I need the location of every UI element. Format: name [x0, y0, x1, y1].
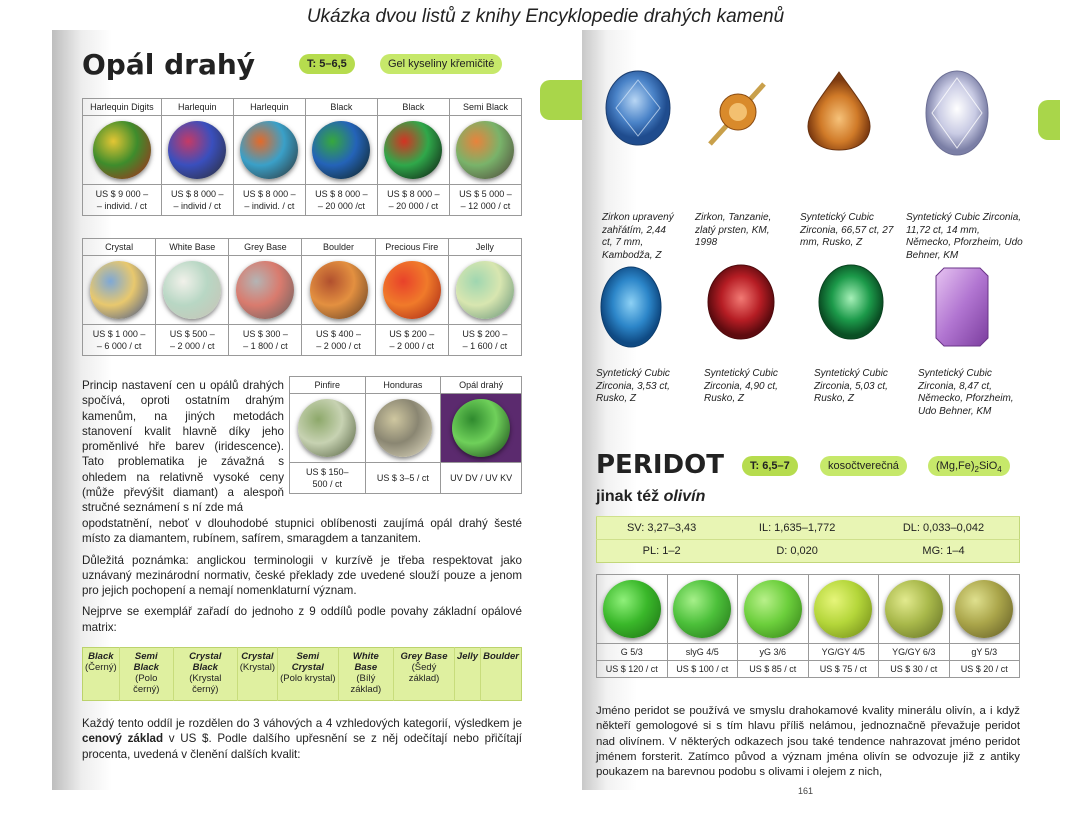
opal-matrix-intro: Nejprve se exemplář zařadí do jednoho z 9 oddílů podle povahy základní opálové matrix:	[82, 605, 522, 634]
opal-matrix-table	[82, 647, 522, 701]
gem-caption-4: Syntetický Cubic Zirconia, 11,72 ct, 14 mm, Německo, Pforzheim, Udo Behner, KM	[906, 212, 1023, 261]
opal-type-image-cell	[375, 256, 448, 325]
opal-type-price: US $ 500 – – 2 000 / ct	[156, 325, 229, 356]
opal-body-text	[82, 516, 522, 641]
opal-type-header: Harlequin	[233, 99, 305, 116]
gem-caption-6: Syntetický Cubic Zirconia, 4,90 ct, Rusko, Z	[704, 368, 778, 404]
page-caption: Ukázka dvou listů z knihy Encyklopedie drahých kamenů	[306, 6, 785, 27]
prop-sv: SV: 3,27–3,43	[597, 517, 727, 540]
peridot-sphere	[885, 580, 943, 638]
peridot-grade: gY 5/3	[949, 644, 1020, 661]
opal-title: Opál drahý	[82, 48, 256, 81]
opal-type-price: US $ 8 000 – – individ. / ct	[233, 185, 305, 216]
peridot-paragraph: Jméno peridot se používá ve smyslu drahokamové kvality minerálu olivín, a i když někteří gemologové si s tím hlavu příliš nelámou, jednoznačně převažuje peridot nad olivínem. V některých odkazech jsou také tendence nahrazovat jméno peridot jménem forsterit. Zatímco původ a význam jména olivín se odvozuje již z antiky poukazem na barevnou podobu s olivami i olejem z nich,	[596, 705, 1020, 779]
cubic-zirconia-lilac-radiant	[934, 266, 990, 348]
gem-caption-1: Zirkon upravený zahřátím, 2,44 ct, 7 mm, Kambodža, Z	[602, 212, 674, 261]
matrix-name: Black	[88, 651, 114, 662]
gem-caption-3: Syntetický Cubic Zirconia, 66,57 ct, 27 mm, Rusko, Z	[800, 212, 894, 248]
peridot-grade-image-cell	[738, 575, 809, 644]
opal-type-sphere	[236, 261, 294, 319]
opal-type-price: US $ 1 000 – – 6 000 / ct	[83, 325, 156, 356]
opal-type-price: US $ 150– 500 / ct	[290, 463, 366, 494]
opal-type-image-cell	[365, 394, 441, 463]
opal-type-price: US $ 3–5 / ct	[365, 463, 441, 494]
opal-type-sphere	[90, 261, 148, 319]
opal-type-sphere	[312, 121, 370, 179]
peridot-grade: yG 3/6	[738, 644, 809, 661]
page-number: 161	[798, 786, 814, 796]
zircon-gold-ring	[702, 74, 772, 150]
opal-type-price: US $ 8 000 – – individ / ct	[161, 185, 233, 216]
opal-base-price-paragraph	[82, 716, 522, 762]
matrix-translation: (Černý)	[85, 662, 117, 673]
opal-type-price: US $ 200 – – 2 000 / ct	[375, 325, 448, 356]
peridot-grade-image-cell	[949, 575, 1020, 644]
opal-price-table-2	[82, 238, 522, 356]
matrix-category	[481, 648, 522, 701]
opal-type-image-cell	[305, 116, 377, 185]
peridot-formula-badge	[928, 456, 1010, 476]
peridot-price: US $ 100 / ct	[667, 661, 738, 678]
opal-type-sphere	[456, 121, 514, 179]
matrix-category	[237, 648, 277, 701]
page-tab-marker-right	[1038, 100, 1060, 140]
matrix-translation: (Polo černý)	[133, 673, 160, 695]
matrix-name: Crystal Black	[189, 651, 222, 673]
cubic-zirconia-oval-clear	[922, 68, 992, 158]
cubic-zirconia-red-oval	[706, 262, 776, 342]
opal-type-image-cell	[377, 116, 449, 185]
subtitle-prefix: jinak též	[596, 488, 664, 505]
opal-type-header: Opál drahý	[441, 377, 522, 394]
opal-type-sphere	[168, 121, 226, 179]
left-page	[52, 30, 582, 790]
zircon-blue-oval	[602, 68, 674, 148]
gem-caption-5: Syntetický Cubic Zirconia, 3,53 ct, Rusko, Z	[596, 368, 670, 404]
peridot-subtitle	[596, 488, 705, 506]
peridot-price: US $ 120 / ct	[597, 661, 668, 678]
opal-price-table-1	[82, 98, 522, 216]
opal-hardness-badge: T: 5–6,5	[299, 54, 355, 74]
peridot-sphere	[744, 580, 802, 638]
opal-type-image-cell	[156, 256, 229, 325]
opal-type-price: US $ 400 – – 2 000 / ct	[302, 325, 375, 356]
matrix-translation: (Krystal)	[239, 662, 276, 673]
matrix-name: Semi Crystal	[291, 651, 324, 673]
peridot-grade-table	[596, 574, 1020, 678]
opal-type-header: Black	[305, 99, 377, 116]
opal-type-header: Crystal	[83, 239, 156, 256]
opal-type-sphere	[310, 261, 368, 319]
opal-type-price: UV DV / UV KV	[441, 463, 522, 494]
peridot-crystal-system-badge: kosočtverečná	[820, 456, 907, 476]
matrix-name: Jelly	[456, 651, 479, 662]
opal-type-header: Jelly	[448, 239, 521, 256]
opal-type-price: US $ 5 000 – – 12 000 / ct	[449, 185, 521, 216]
matrix-name: Grey Base	[400, 651, 448, 662]
peridot-price: US $ 75 / ct	[808, 661, 879, 678]
peridot-grade: slyG 4/5	[667, 644, 738, 661]
matrix-translation: (Šedý základ)	[408, 662, 440, 684]
peridot-sphere	[673, 580, 731, 638]
matrix-category	[119, 648, 173, 701]
opal-type-sphere	[452, 399, 510, 457]
opal-type-header: Semi Black	[449, 99, 521, 116]
peridot-price: US $ 20 / ct	[949, 661, 1020, 678]
opal-type-price: US $ 8 000 – – 20 000 / ct	[377, 185, 449, 216]
opal-terminology-note: Důležitá poznámka: anglickou terminologii v kurzívě je třeba respektovat jako uznávaný mezinárodní normativ, české překlady zde uvedené slouží pouze a jenom pro jejich pochopení a nemají nomenklaturní význam.	[82, 553, 522, 598]
matrix-name: Semi Black	[133, 651, 159, 673]
opal-type-price: US $ 300 – – 1 800 / ct	[229, 325, 302, 356]
opal-type-header: White Base	[156, 239, 229, 256]
peridot-price: US $ 85 / ct	[738, 661, 809, 678]
peridot-grade-image-cell	[879, 575, 950, 644]
opal-type-sphere	[456, 261, 514, 319]
base-price-text-a: Každý tento oddíl je rozdělen do 3 váhových a 4 vzhledových kategorií, výsledkem je	[82, 717, 522, 730]
peridot-grade-image-cell	[667, 575, 738, 644]
peridot-hardness-badge: T: 6,5–7	[742, 456, 798, 476]
gem-caption-7: Syntetický Cubic Zirconia, 5,03 ct, Rusko, Z	[814, 368, 888, 404]
formula-part-1: (Mg,Fe)	[936, 460, 975, 472]
opal-type-header: Honduras	[365, 377, 441, 394]
base-price-emphasis: cenový základ	[82, 732, 164, 746]
prop-dl: DL: 0,033–0,042	[868, 517, 1020, 540]
matrix-translation: (Polo krystal)	[280, 673, 336, 684]
opal-composition-badge: Gel kyseliny křemičité	[380, 54, 502, 74]
cubic-zirconia-blue-oval	[598, 262, 664, 352]
prop-mg: MG: 1–4	[868, 540, 1020, 563]
opal-type-price: US $ 200 – – 1 600 / ct	[448, 325, 521, 356]
matrix-category	[338, 648, 394, 701]
opal-type-header: Boulder	[302, 239, 375, 256]
opal-type-sphere	[298, 399, 356, 457]
peridot-sphere	[955, 580, 1013, 638]
matrix-translation: (Bílý základ)	[350, 673, 382, 695]
peridot-price: US $ 30 / ct	[879, 661, 950, 678]
opal-type-header: Harlequin Digits	[83, 99, 162, 116]
opal-type-image-cell	[233, 116, 305, 185]
peridot-grade: YG/GY 6/3	[879, 644, 950, 661]
opal-type-sphere	[384, 121, 442, 179]
opal-intro-continued: opodstatnění, neboť v dlouhodobé stupnici oblíbenosti zaujímá opál drahý šesté místo za diamantem, rubínem, safírem, smaragdem a tanzanitem.	[82, 517, 522, 546]
formula-sub-2: 4	[997, 465, 1002, 475]
opal-type-header: Harlequin	[161, 99, 233, 116]
matrix-category	[278, 648, 338, 701]
opal-type-header: Precious Fire	[375, 239, 448, 256]
matrix-category	[394, 648, 455, 701]
opal-type-image-cell	[83, 256, 156, 325]
opal-type-sphere	[240, 121, 298, 179]
gem-caption-2: Zirkon, Tanzanie, zlatý prsten, KM, 1998	[695, 212, 772, 248]
subtitle-olivine: olivín	[663, 488, 706, 505]
opal-type-price: US $ 9 000 – – individ. / ct	[83, 185, 162, 216]
opal-type-image-cell	[290, 394, 366, 463]
opal-type-image-cell	[83, 116, 162, 185]
opal-type-header: Grey Base	[229, 239, 302, 256]
opal-type-image-cell	[448, 256, 521, 325]
opal-type-sphere	[374, 399, 432, 457]
opal-type-header: Black	[377, 99, 449, 116]
opal-price-table-3	[289, 376, 522, 494]
peridot-properties-table	[596, 516, 1020, 563]
prop-il: IL: 1,635–1,772	[726, 517, 868, 540]
cubic-zirconia-pear-orange	[804, 68, 874, 152]
matrix-name: White Base	[352, 651, 379, 673]
matrix-name: Boulder	[483, 651, 519, 662]
peridot-grade-image-cell	[808, 575, 879, 644]
matrix-category	[173, 648, 237, 701]
opal-type-price: US $ 8 000 – – 20 000 /ct	[305, 185, 377, 216]
prop-d: D: 0,020	[726, 540, 868, 563]
formula-part-2: SiO	[978, 460, 998, 472]
opal-type-sphere	[93, 121, 151, 179]
right-page	[582, 30, 1060, 796]
prop-pl: PL: 1–2	[597, 540, 727, 563]
opal-type-sphere	[383, 261, 441, 319]
gem-caption-8: Syntetický Cubic Zirconia, 8,47 ct, Německo, Pforzheim, Udo Behner, KM	[918, 368, 1014, 417]
opal-type-header: Pinfire	[290, 377, 366, 394]
peridot-sphere	[814, 580, 872, 638]
matrix-category	[83, 648, 120, 701]
peridot-title: PERIDOT	[596, 450, 724, 480]
matrix-translation: (Krystal černý)	[189, 673, 222, 695]
opal-type-sphere	[163, 261, 221, 319]
opal-type-image-cell	[302, 256, 375, 325]
opal-intro-paragraph: Princip nastavení cen u opálů drahých spočívá, oproti ostatním drahým kamenům, na jiných metodách stanovení kvalit hlavně díky jeho proměnlivé hře barev (iridescence). Tato problematika je závažná s ohledem na relativně vysoké ceny (může převýšit diamant) a alespoň stručné seznámení s ní zde má	[82, 379, 284, 515]
opal-type-image-cell	[441, 394, 522, 463]
peridot-grade: YG/GY 4/5	[808, 644, 879, 661]
peridot-grade: G 5/3	[597, 644, 668, 661]
opal-type-image-cell	[229, 256, 302, 325]
base-price-text-b: v US $. Podle dalšího upřesnění se z něj odečítají nebo přičítají procenta, uvedená v členění dalších kvalit:	[82, 732, 522, 761]
matrix-category	[454, 648, 480, 701]
opal-type-image-cell	[449, 116, 521, 185]
formula-sub-1: 2	[974, 465, 979, 475]
opal-type-image-cell	[161, 116, 233, 185]
page-tab-marker	[540, 80, 582, 120]
matrix-name: Crystal	[241, 651, 274, 662]
peridot-grade-image-cell	[597, 575, 668, 644]
peridot-sphere	[603, 580, 661, 638]
cubic-zirconia-green-oval	[816, 262, 886, 342]
